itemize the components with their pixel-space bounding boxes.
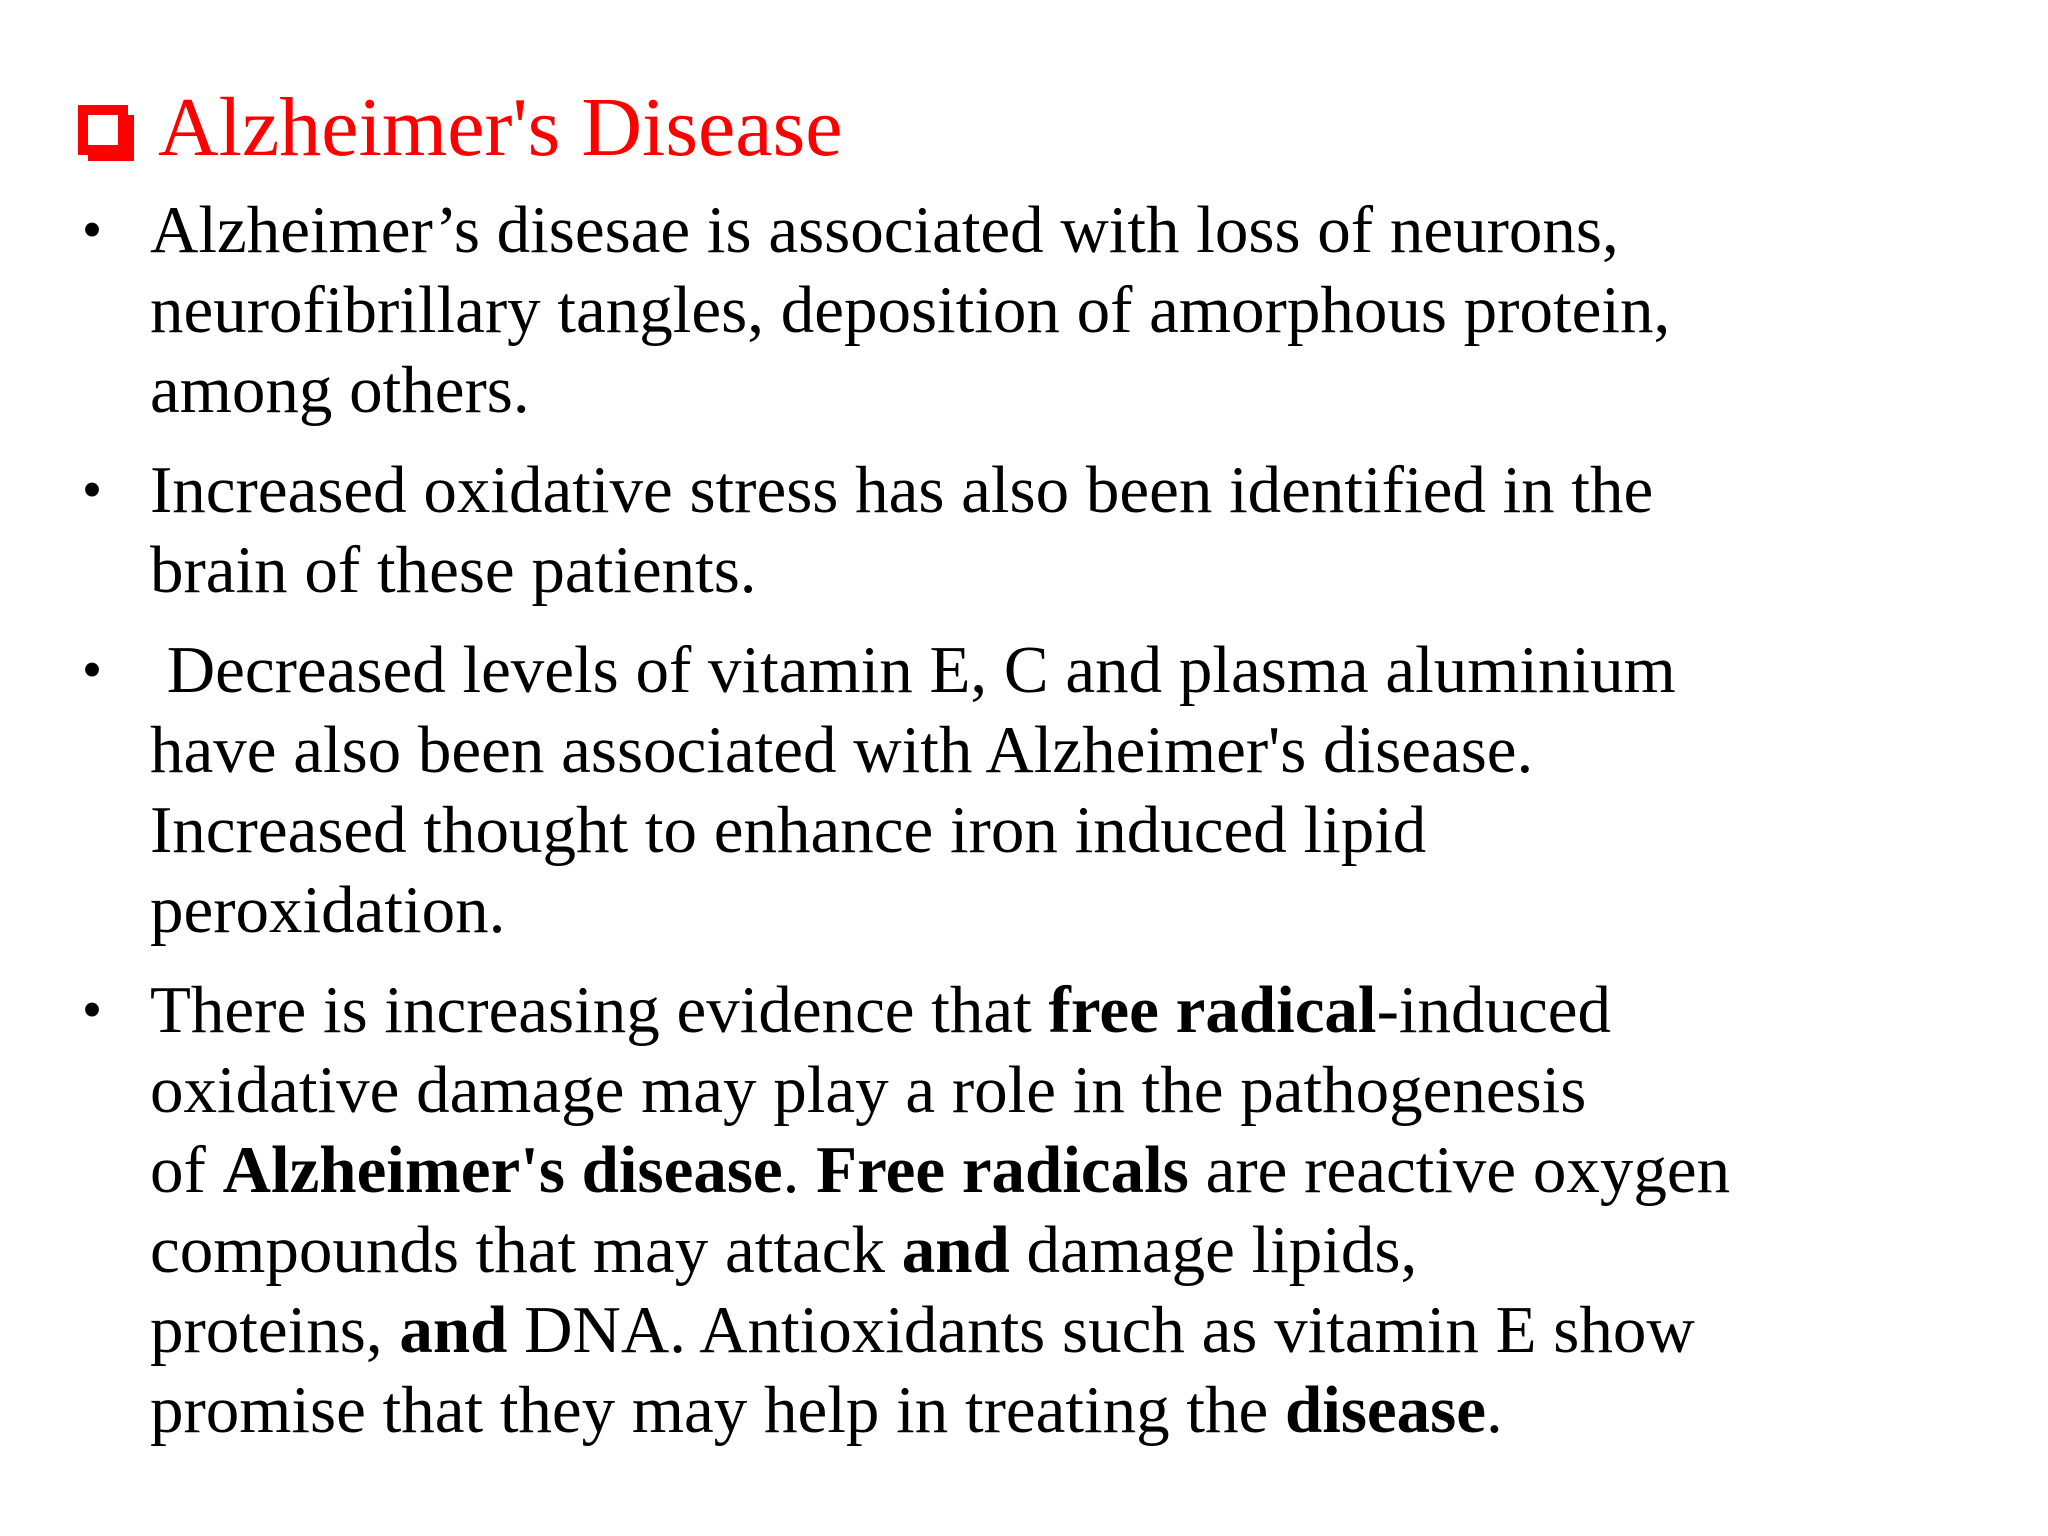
bullet-3-line-4: peroxidation.: [150, 873, 506, 947]
bullet-4-line-3-pre: of: [150, 1133, 223, 1207]
bullet-4-line-3-post: are reactive oxygen: [1188, 1133, 1731, 1207]
bullet-dot-icon: •: [81, 977, 103, 1042]
bullet-1-line-2: neurofibrillary tangles, deposition of amorphous protein,: [150, 273, 1671, 347]
bullet-4-line-5: [150, 1290, 1992, 1370]
bullet-4-line-6-bold: disease: [1284, 1373, 1486, 1447]
bullet-4-line-5-pre: proteins,: [150, 1293, 400, 1367]
bullet-1-line-1: Alzheimer’s disesae is associated with loss of neurons,: [150, 193, 1619, 267]
square-checkbox-icon: [78, 105, 128, 155]
bullet-item-1: [72, 190, 1992, 430]
bullet-4-line-1-pre: There is increasing evidence that: [150, 973, 1049, 1047]
bullet-4-line-1: [150, 970, 1992, 1050]
bullet-4-line-1-post: -induced: [1376, 973, 1611, 1047]
bullet-4-line-3: [150, 1130, 1992, 1210]
bullet-2-line-2: brain of these patients.: [150, 533, 757, 607]
bullet-4-line-4: [150, 1210, 1992, 1290]
bullet-4-line-4-post: damage lipids,: [1009, 1213, 1418, 1287]
bullet-list: [72, 190, 1992, 1470]
bullet-1-line-3: among others.: [150, 353, 530, 427]
bullet-3-line-1: Decreased levels of vitamin E, C and plasma aluminium: [150, 633, 1676, 707]
bullet-dot-icon: •: [81, 637, 103, 702]
bullet-4-line-3-mid: .: [782, 1133, 817, 1207]
bullet-4-line-4-bold: and: [901, 1213, 1010, 1287]
bullet-4-line-3-bold-2: Free radicals: [816, 1133, 1189, 1207]
bullet-4-line-5-post: DNA. Antioxidants such as vitamin E show: [507, 1293, 1695, 1367]
bullet-4-line-2: oxidative damage may play a role in the pathogenesis: [150, 1053, 1587, 1127]
bullet-4-line-6: [150, 1370, 1992, 1450]
bullet-2-line-1: Increased oxidative stress has also been identified in the: [150, 453, 1654, 527]
bullet-4-line-4-pre: compounds that may attack: [150, 1213, 902, 1287]
bullet-4-line-6-post: .: [1485, 1373, 1503, 1447]
bullet-3-line-3: Increased thought to enhance iron induced lipid: [150, 793, 1427, 867]
bullet-dot-icon: •: [81, 457, 103, 522]
slide-title-text: Alzheimer's Disease: [158, 81, 843, 174]
bullet-item-3: [72, 630, 1992, 950]
bullet-4-line-5-bold: and: [399, 1293, 508, 1367]
bullet-item-2: [72, 450, 1992, 610]
bullet-item-4: [72, 970, 1992, 1450]
bullet-4-line-1-bold: free radical: [1048, 973, 1377, 1047]
bullet-4-line-6-pre: promise that they may help in treating the: [150, 1373, 1285, 1447]
bullet-4-line-3-bold-1: Alzheimer's disease: [222, 1133, 783, 1207]
bullet-dot-icon: •: [81, 197, 103, 262]
bullet-3-line-2: have also been associated with Alzheimer's disease.: [150, 713, 1534, 787]
slide-title: [78, 78, 843, 178]
